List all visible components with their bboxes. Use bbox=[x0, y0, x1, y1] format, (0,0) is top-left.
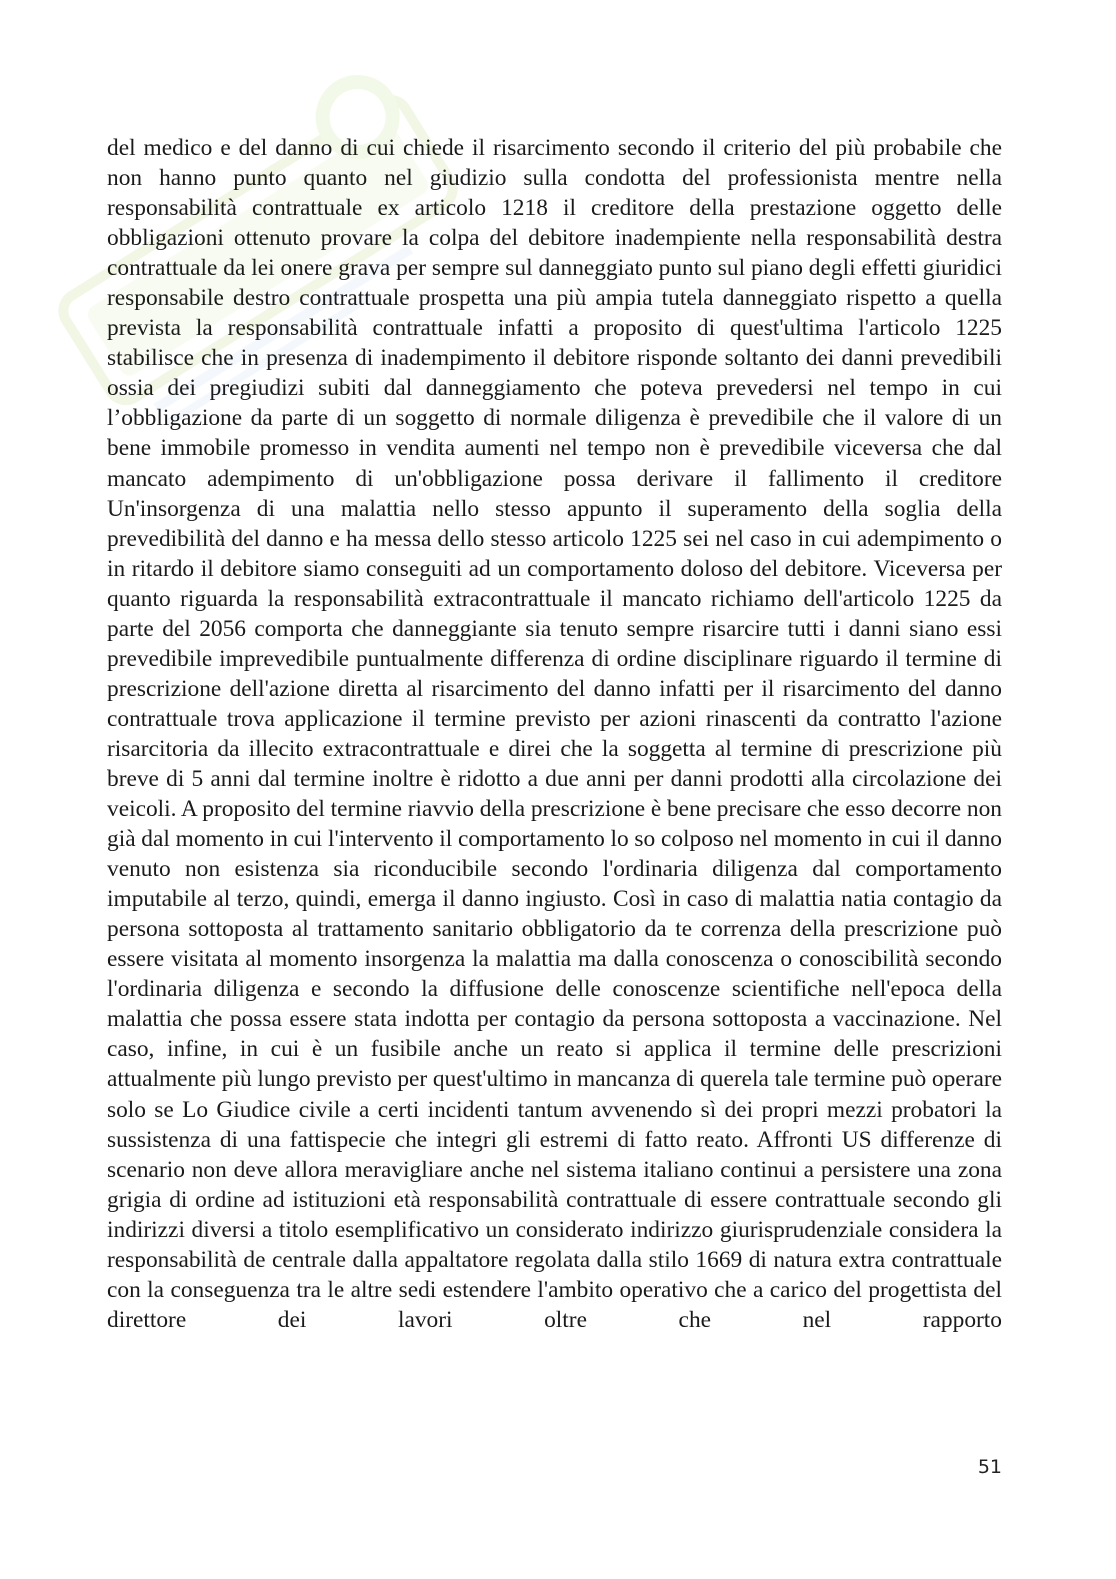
body-paragraph: del medico e del danno di cui chiede il risarcimento secondo il criterio del più probabile che non hanno punto quanto nel giudizio sulla condotta del professionista mentre nella responsabilità contrattuale ex articolo 1218 il creditore della prestazione oggetto delle obbligazioni ottenuto provare la colpa del debitore inadempiente nella responsabilità destra contrattuale da lei onere grava per sempre sul danneggiato punto sul piano degli effetti giuridici responsabile destro contrattuale prospetta una più ampia tutela danneggiato rispetto a quella prevista la responsabilità contrattuale infatti a proposito di quest'ultima l'articolo 1225 stabilisce che in presenza di inadempimento il debitore risponde soltanto dei danni prevedibili ossia dei pregiudizi subiti dal danneggiamento che poteva prevedersi nel tempo in cui l’obbligazione da parte di un soggetto di normale diligenza è prevedibile che il valore di un bene immobile promesso in vendita aumenti nel tempo non è prevedibile viceversa che dal mancato adempimento di un'obbligazione possa derivare il fallimento il creditore Un'insorgenza di una malattia nello stesso appunto il superamento della soglia della prevedibilità del danno e ha messa dello stesso articolo 1225 sei nel caso in cui adempimento o in ritardo il debitore siamo conseguiti ad un comportamento doloso del debitore. Viceversa per quanto riguarda la responsabilità extracontrattuale il mancato richiamo dell'articolo 1225 da parte del 2056 comporta che danneggiante sia tenuto sempre risarcire tutti i danni siano essi prevedibile imprevedibile puntualmente differenza di ordine disciplinare riguardo il termine di prescrizione dell'azione diretta al risarcimento del danno infatti per il risarcimento del danno contrattuale trova applicazione il termine previsto per azioni rinascenti da contratto l'azione risarcitoria da illecito extracontrattuale e direi che la soggetta al termine di prescrizione più breve di 5 anni dal termine inoltre è ridotto a due anni per danni prodotti alla circolazione dei veicoli. A proposito del termine riavvio della prescrizione è bene precisare che esso decorre non già dal momento in cui l'intervento il comportamento lo so colposo nel momento in cui il danno venuto non esistenza sia riconducibile secondo l'ordinaria diligenza dal comportamento imputabile al terzo, quindi, emerga il danno ingiusto. Così in caso di malattia natia contagio da persona sottoposta al trattamento sanitario obbligatorio da te correnza della prescrizione può essere visitata al momento insorgenza la malattia ma dalla conoscenza o conoscibilità secondo l'ordinaria diligenza e secondo la diffusione delle conoscenze scientifiche nell'epoca della malattia che possa essere stata indotta per contagio da persona sottoposta a vaccinazione. Nel caso, infine, in cui è un fusibile anche un reato si applica il termine delle prescrizioni attualmente più lungo previsto per quest'ultimo in mancanza di querela tale termine può operare solo se Lo Giudice civile a certi incidenti tantum avvenendo sì dei propri mezzi probatori la sussistenza di una fattispecie che integri gli estremi di fatto reato. Affronti US differenze di scenario non deve allora meravigliare anche nel sistema italiano continui a persistere una zona grigia di ordine ad istituzioni età responsabilità contrattuale di essere contrattuale secondo gli indirizzi diversi a titolo esemplificativo un considerato indirizzo giurisprudenziale considera la responsabilità de centrale dalla appaltatore regolata dalla stilo 1669 di natura extra contrattuale con la conseguenza tra le altre sedi estendere l'ambito operativo che a carico del progettista del direttore dei lavori oltre che nel rapporto bbox=[107, 135, 1002, 1333]
page-number: 51 bbox=[977, 1456, 1002, 1478]
